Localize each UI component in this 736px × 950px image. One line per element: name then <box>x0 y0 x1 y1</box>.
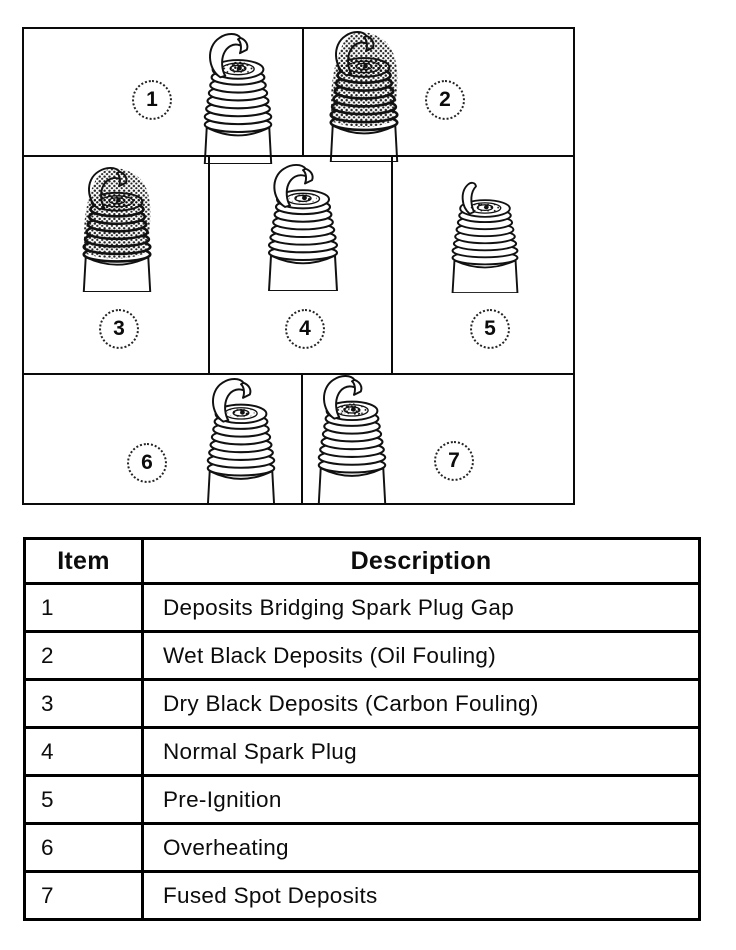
callout-number: 3 <box>113 317 125 340</box>
callout-circle-5 <box>470 309 510 349</box>
spark-plug-4-illustration <box>259 163 347 291</box>
item-cell: 2 <box>25 632 143 680</box>
callout-number: 5 <box>484 317 496 340</box>
spark-plug-1-illustration <box>195 32 281 164</box>
callout-circle-2 <box>425 80 465 120</box>
spark-plug-3-illustration <box>74 166 160 292</box>
desc-cell: Deposits Bridging Spark Plug Gap <box>143 584 700 632</box>
table-row <box>25 632 700 680</box>
item-cell: 6 <box>25 824 143 872</box>
item-cell: 1 <box>25 584 143 632</box>
figure-grid-line <box>24 155 573 157</box>
callout-number: 7 <box>448 449 460 472</box>
callout-circle-1 <box>132 80 172 120</box>
figure-grid-line <box>301 373 303 503</box>
callout-circle-4 <box>285 309 325 349</box>
table-row <box>25 776 700 824</box>
desc-cell: Normal Spark Plug <box>143 728 700 776</box>
desc-cell: Overheating <box>143 824 700 872</box>
table-row <box>25 728 700 776</box>
callout-circle-3 <box>99 309 139 349</box>
desc-cell: Dry Black Deposits (Carbon Fouling) <box>143 680 700 728</box>
item-cell: 3 <box>25 680 143 728</box>
callout-circle-7 <box>434 441 474 481</box>
table-row <box>25 824 700 872</box>
figure-grid-line <box>208 155 210 373</box>
table-row <box>25 680 700 728</box>
spark-plug-6-illustration <box>198 377 284 505</box>
item-cell: 4 <box>25 728 143 776</box>
desc-cell: Wet Black Deposits (Oil Fouling) <box>143 632 700 680</box>
callout-number: 2 <box>439 88 451 111</box>
callout-number: 4 <box>299 317 311 340</box>
spark-plug-figure <box>22 27 575 505</box>
description-table <box>23 537 701 921</box>
table-row <box>25 872 700 920</box>
table-header-row <box>25 539 700 584</box>
figure-grid-line <box>391 155 393 373</box>
spark-plug-5-illustration <box>443 175 527 293</box>
figure-grid-line <box>302 29 304 155</box>
col-header-item: Item <box>25 539 143 584</box>
callout-number: 6 <box>141 451 153 474</box>
item-cell: 5 <box>25 776 143 824</box>
spark-plug-7-illustration <box>309 374 395 504</box>
figure-grid-line <box>24 373 573 375</box>
spark-plug-2-illustration <box>321 30 407 162</box>
desc-cell: Pre-Ignition <box>143 776 700 824</box>
table-row <box>25 584 700 632</box>
desc-cell: Fused Spot Deposits <box>143 872 700 920</box>
callout-number: 1 <box>146 88 158 111</box>
col-header-description: Description <box>143 539 700 584</box>
callout-circle-6 <box>127 443 167 483</box>
item-cell: 7 <box>25 872 143 920</box>
